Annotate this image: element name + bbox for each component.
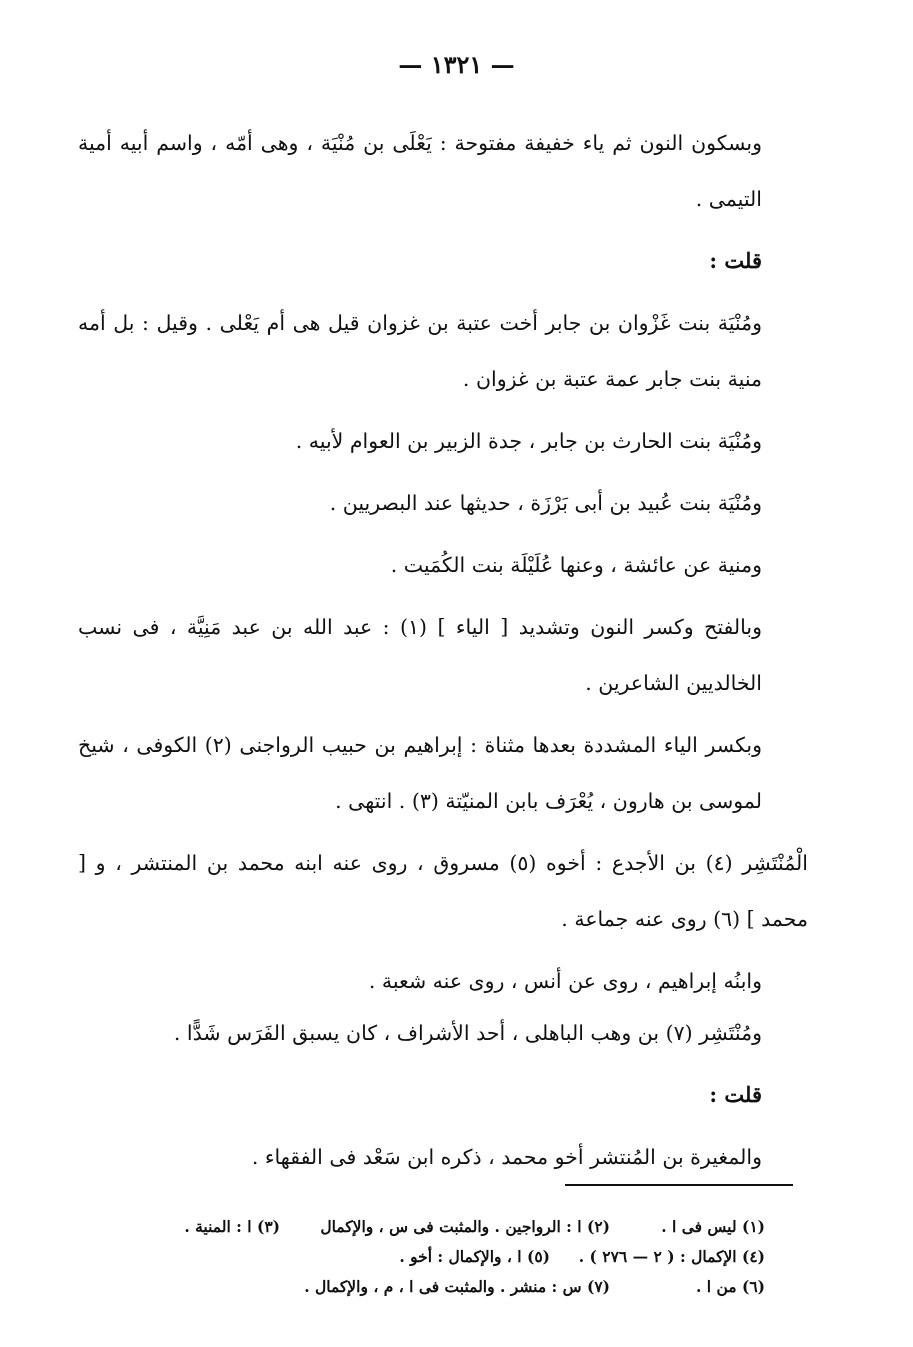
footnote: (٣) ا : المنية .	[184, 1217, 280, 1236]
footnote: (٤) الإكمال : ( ٢ — ٢٧٦ ) .	[578, 1247, 765, 1266]
paragraph: وبالفتح وكسر النون وتشديد [ الياء ] (١) : عبد الله بن عبد مَنِيَّة ، فى نسب الخالديين الشاعرين .	[78, 615, 762, 695]
section-heading: قلت :	[709, 248, 762, 273]
paragraph: ومُنْيَة بنت الحارث بن جابر ، جدة الزبير بن العوام لأبيه .	[295, 429, 762, 453]
paragraph: ومنية عن عائشة ، وعنها عُلَيْلَة بنت الكُمَيت .	[390, 553, 762, 577]
footnote: (١) ليس فى ا .	[661, 1217, 765, 1236]
footnote	[100, 1242, 220, 1272]
footnotes	[100, 1212, 765, 1302]
paragraph: ومُنْتَشِر (٧) بن وهب الباهلى ، أحد الأشراف ، كان يسبق الفَرَس شَدًّا .	[173, 1021, 762, 1045]
paragraph: وابنُه إبراهيم ، روى عن أنس ، روى عنه شعبة .	[368, 969, 762, 993]
footnote-divider	[565, 1184, 793, 1186]
paragraph: وبسكون النون ثم ياء خفيفة مفتوحة : يَعْلَى بن مُنْيَة ، وهى أمّه ، واسم أبيه أمية التيمى .	[78, 131, 762, 211]
footnote	[100, 1272, 280, 1302]
paragraph: وبكسر الياء المشددة بعدها مثناة : إبراهيم بن حبيب الرواجنى (٢) الكوفى ، شيخ لموسى بن هارون ، يُعْرَف بابن المنيّتة (٣) . انتهى .	[78, 733, 762, 813]
footnote: (٦) من ا .	[696, 1277, 765, 1296]
footnote: (٢) ا : الرواجين . والمثبت فى س ، والإكمال	[320, 1217, 610, 1236]
section-heading: قلت :	[709, 1082, 762, 1107]
footnote: (٥) ا ، والإكمال : أخو .	[399, 1247, 550, 1266]
main-text	[78, 115, 808, 1191]
page-number: — ١٣٢١ —	[398, 50, 515, 79]
footnote-row	[100, 1272, 765, 1302]
paragraph: والمغيرة بن المُنتشر أخو محمد ، ذكره ابن سَعْد فى الفقهاء .	[251, 1145, 762, 1169]
paragraph: الْمُنْتَشِر (٤) بن الأجدع : أخوه (٥) مسروق ، روى عنه ابنه محمد بن المنتشر ، و [ محمد ] (٦) روى عنه جماعة .	[78, 851, 809, 931]
paragraph: ومُنْيَة بنت عُبيد بن أبى بَرْزَة ، حديثها عند البصريين .	[329, 491, 762, 515]
footnote: (٧) س : منشر . والمثبت فى ا ، م ، والإكمال .	[304, 1277, 610, 1296]
footnote-row	[100, 1242, 765, 1272]
footnote-row	[100, 1212, 765, 1242]
paragraph: ومُنْيَة بنت غَزْوان بن جابر أخت عتبة بن غزوان قيل هى أم يَعْلى . وقيل : بل أمه منية بنت جابر عمة عتبة بن غزوان .	[78, 311, 762, 391]
